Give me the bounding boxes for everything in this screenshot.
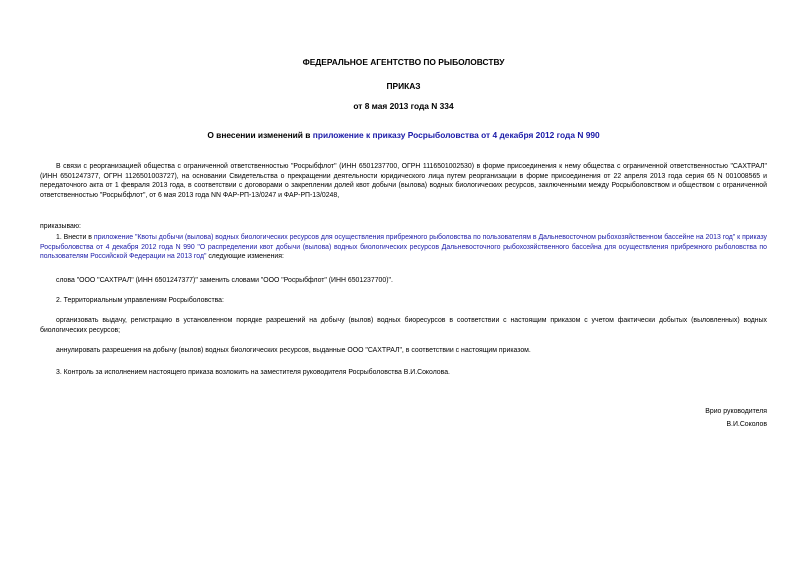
paragraph-replace-words: слова "ООО "САХТРАЛ" (ИНН 6501247377)" заменить словами "ООО "Росрыбфлот" (ИНН 6501237700)". [56, 277, 393, 284]
paragraph-prikazyvayu: приказываю: [40, 223, 81, 230]
agency-name: ФЕДЕРАЛЬНОЕ АГЕНТСТВО ПО РЫБОЛОВСТВУ [302, 57, 505, 67]
document-type: ПРИКАЗ [386, 81, 421, 91]
title-link[interactable]: приложение к приказу Росрыболовства от 4 декабря 2012 года N 990 [312, 130, 600, 140]
paragraph-item-1 [40, 233, 767, 262]
paragraph-organize: организовать выдачу, регистрацию в установленном порядке разрешений на добычу (вылов) водных биоресурсов в соответствии с настоящим приказом с учетом фактически добытых (выловленных) водных биологических ресурсов; [40, 317, 767, 334]
paragraph-preamble: В связи с реорганизацией общества с ограниченной ответственностью "Росрыбфлот" (ИНН 6501237700, ОГРН 1116501002530) в форме присоединения к нему общества с ограниченной ответственностью "САХТРАЛ" (ИНН 6501247377, ОГРН 1126501003727), на основании Свидетельства о прекращении деятельности юридического лица путем реорганизации в форме присоединения от 22 апреля 2013 года серия 65 N 001008565 и передаточного акта от 1 февраля 2013 года, в соответствии с договорами о закреплении долей квот добычи (вылова) водных биологических ресурсов, заключенными между Росрыболовством и обществом с ограниченной ответственностью "Росрыбфлот", от 6 мая 2013 года NN ФАР-РП-13/0247 и ФАР-РП-13/0248, [40, 163, 767, 199]
document-title [0, 130, 807, 140]
item1-prefix: 1. Внести в [56, 234, 94, 241]
signature-name: В.И.Соколов [726, 421, 767, 428]
document-date-number: от 8 мая 2013 года N 334 [353, 101, 454, 111]
paragraph-item-3: 3. Контроль за исполнением настоящего приказа возложить на заместителя руководителя Росрыболовства В.И.Соколова. [56, 369, 450, 376]
item1-suffix: следующие изменения: [206, 253, 284, 260]
item1-link[interactable]: приложение "Квоты добычи (вылова) водных биологических ресурсов для осуществления прибрежного рыболовства по пользователям в Дальневосточном рыбохозяйственном бассейне на 2013 год" к приказу Росрыболовства от 4 декабря 2012 года N 990 "О распределении квот добычи (вылова) водных биологических ресурсов Дальневосточного рыбохозяйственного бассейна для осуществления прибрежного рыболовства по пользователям Российской Федерации на 2013 год" [40, 234, 767, 260]
paragraph-annul: аннулировать разрешения на добычу (вылов) водных биологических ресурсов, выданные ООО "САХТРАЛ", в соответствии с настоящим приказом. [56, 347, 531, 354]
title-prefix: О внесении изменений в [207, 130, 313, 140]
paragraph-item-2: 2. Территориальным управлениям Росрыболовства: [56, 297, 224, 304]
signature-position: Врио руководителя [705, 408, 767, 415]
